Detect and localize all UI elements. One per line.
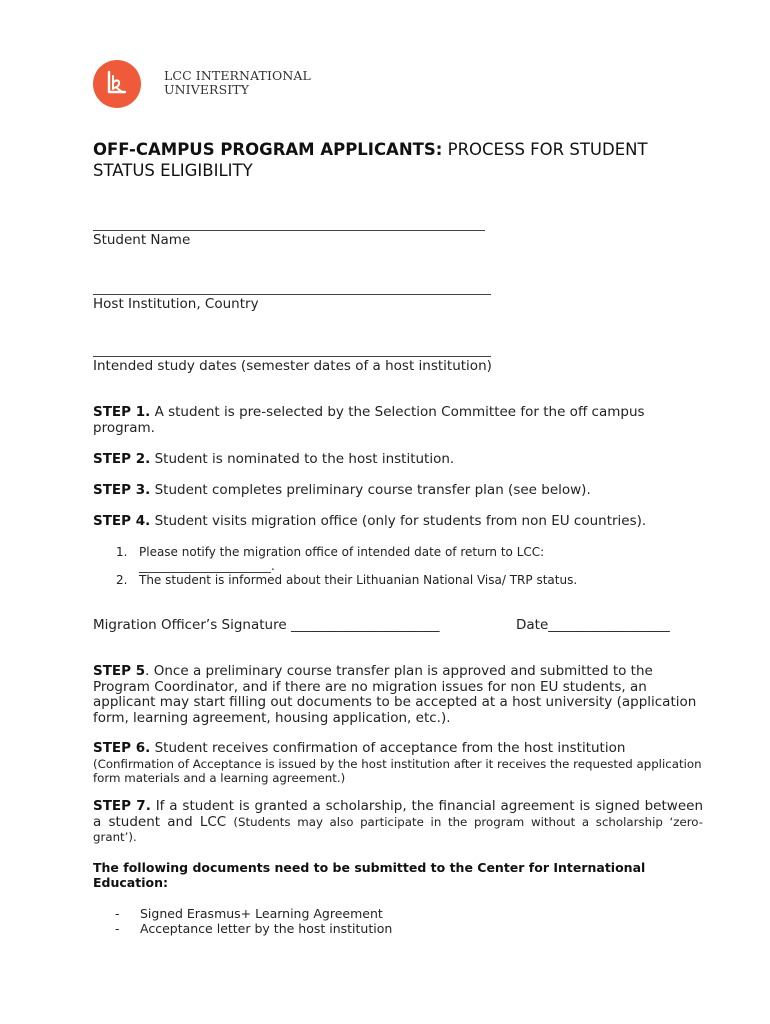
bullet-dash: - — [115, 906, 120, 921]
return-date-blank[interactable]: ______________________. — [139, 559, 275, 573]
host-institution-field — [93, 280, 491, 312]
student-name-label: Student Name — [93, 232, 191, 248]
step-5 — [93, 664, 703, 726]
study-dates-label: Intended study dates (semester dates of a host institution) — [93, 358, 492, 374]
logo-mark-icon — [93, 60, 141, 108]
step-5-label: STEP 5 — [93, 663, 146, 679]
step-2-text: Student is nominated to the host institution. — [154, 451, 455, 467]
step-1 — [93, 405, 703, 436]
study-dates-line[interactable] — [93, 356, 491, 357]
step-4-item-1-num: 1. — [116, 545, 128, 559]
step-6-text: Student receives confirmation of acceptance from the host institution — [154, 740, 626, 756]
step-7-note: (Students may also participate in the program without a scholarship ‘zero-grant’). — [93, 814, 703, 844]
step-4-item-1-text: Please notify the migration office of intended date of return to LCC: — [139, 545, 545, 559]
logo-line-1: LCC INTERNATIONAL — [164, 68, 311, 83]
logo-wordmark — [164, 69, 311, 97]
document-item-text: Signed Erasmus+ Learning Agreement — [140, 906, 383, 921]
documents-heading: The following documents need to be submitted to the Center for International Education: — [93, 860, 646, 890]
step-6 — [93, 741, 703, 785]
step-4-label: STEP 4. — [93, 513, 151, 529]
title-bold: OFF-CAMPUS PROGRAM APPLICANTS: — [93, 140, 443, 159]
step-2-label: STEP 2. — [93, 451, 151, 467]
student-name-field — [93, 216, 485, 248]
signature-blank[interactable]: ______________________ — [290, 617, 440, 633]
step-4-item-2-text: The student is informed about their Lithuanian National Visa/ TRP status. — [139, 573, 578, 587]
bullet-dash: - — [115, 921, 120, 936]
date-row — [516, 617, 670, 633]
signature-label: Migration Officer’s Signature — [93, 617, 287, 633]
step-6-note: (Confirmation of Acceptance is issued by the host institution after it receives the requested application form materials and a learning agreement.) — [93, 756, 702, 785]
step-4-item-2 — [116, 573, 636, 587]
step-4-text: Student visits migration office (only for students from non EU countries). — [154, 513, 647, 529]
signature-row — [93, 617, 439, 633]
date-label: Date — [516, 617, 549, 633]
title-normal: PROCESS FOR STUDENT STATUS ELIGIBILITY — [93, 140, 648, 180]
university-logo — [93, 60, 323, 108]
step-4-item-2-num: 2. — [116, 573, 128, 587]
host-institution-label: Host Institution, Country — [93, 296, 259, 312]
step-3-text: Student completes preliminary course transfer plan (see below). — [154, 482, 591, 498]
document-item-text: Acceptance letter by the host institution — [140, 921, 393, 936]
step-3 — [93, 483, 703, 499]
student-name-line[interactable] — [93, 230, 485, 231]
study-dates-field — [93, 342, 492, 374]
document-title — [93, 139, 713, 181]
host-institution-line[interactable] — [93, 294, 491, 295]
step-3-label: STEP 3. — [93, 482, 151, 498]
step-1-label: STEP 1. — [93, 404, 151, 420]
date-blank[interactable]: __________________ — [548, 617, 670, 633]
logo-line-2: UNIVERSITY — [164, 82, 250, 97]
step-7 — [93, 799, 703, 846]
step-4-item-1 — [116, 545, 636, 573]
step-1-text: A student is pre-selected by the Selection Committee for the off campus program. — [93, 404, 645, 436]
step-2 — [93, 452, 703, 468]
step-5-text: . Once a preliminary course transfer plan is approved and submitted to the Program Coordinator, and if there are no migration issues for non EU students, an applicant may start filling out documents to be accepted at a host university (application form, learning agreement, housing application, etc.). — [93, 663, 697, 726]
step-4 — [93, 514, 703, 530]
step-7-label: STEP 7. — [93, 798, 151, 814]
step-7-text: If a student is granted a scholarship, the financial agreement is signed between a student and LCC — [93, 798, 703, 830]
step-6-label: STEP 6. — [93, 740, 151, 756]
